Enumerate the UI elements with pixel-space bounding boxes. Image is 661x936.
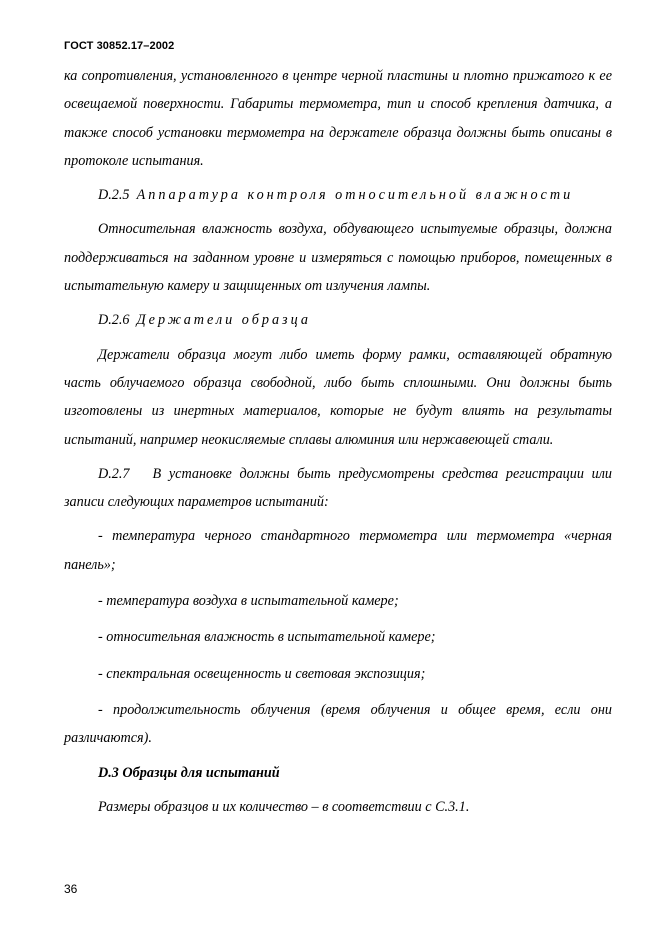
paragraph-continuation: ка сопротивления, установленного в центре черной пластины и плотно прижатого к ее освещаемой поверхности. Габариты термометра, тип и способ крепления датчика, а также способ установки термометра на держателе образца должны быть описаны в протоколе испытания. xyxy=(64,68,612,169)
document-body xyxy=(64,62,612,821)
section-number: D.2.7 xyxy=(98,465,130,482)
section-number: D.2.5 xyxy=(98,187,130,204)
section-title: Аппаратура контроля относительной влажности xyxy=(136,187,574,204)
section-d27-paragraph xyxy=(64,460,612,517)
list-item: - продолжительность облучения (время облучения и общее время, если они различаются). xyxy=(64,701,612,747)
section-d25-heading xyxy=(64,181,612,209)
list-item: - температура черного стандартного термометра или термометра «черная панель»; xyxy=(64,528,612,573)
section-title: Держатели образца xyxy=(136,312,311,329)
section-d26-heading xyxy=(64,306,612,334)
section-d3-heading: D.3 Образцы для испытаний xyxy=(98,764,280,781)
standard-header: ГОСТ 30852.17–2002 xyxy=(64,40,175,52)
list-item: - температура воздуха в испытательной камере; xyxy=(98,593,399,610)
paragraph-samples: Размеры образцов и их количество – в соответствии с С.3.1. xyxy=(98,798,470,815)
page-number: 36 xyxy=(64,882,78,896)
list-item: - относительная влажность в испытательной камере; xyxy=(98,629,436,646)
section-number: D.2.6 xyxy=(98,312,130,329)
paragraph-humidity: Относительная влажность воздуха, обдувающего испытуемые образцы, должна поддерживаться на заданном уровне и измеряться с помощью приборов, помещенных в испытательную камеру и защищенных от излучения лампы. xyxy=(64,221,612,295)
paragraph-holders: Держатели образца могут либо иметь форму рамки, оставляющей обратную часть облучаемого образца свободной, либо быть сплошными. Они должны быть изготовлены из инертных материалов, которые не будут влиять на результаты испытаний, например неокисляемые сплавы алюминия или нержавеющей стали. xyxy=(64,346,612,448)
section-text: В установке должны быть предусмотрены средства регистрации или записи следующих параметров испытаний: xyxy=(64,465,612,511)
list-item: - спектральная освещенность и световая экспозиция; xyxy=(98,665,426,682)
